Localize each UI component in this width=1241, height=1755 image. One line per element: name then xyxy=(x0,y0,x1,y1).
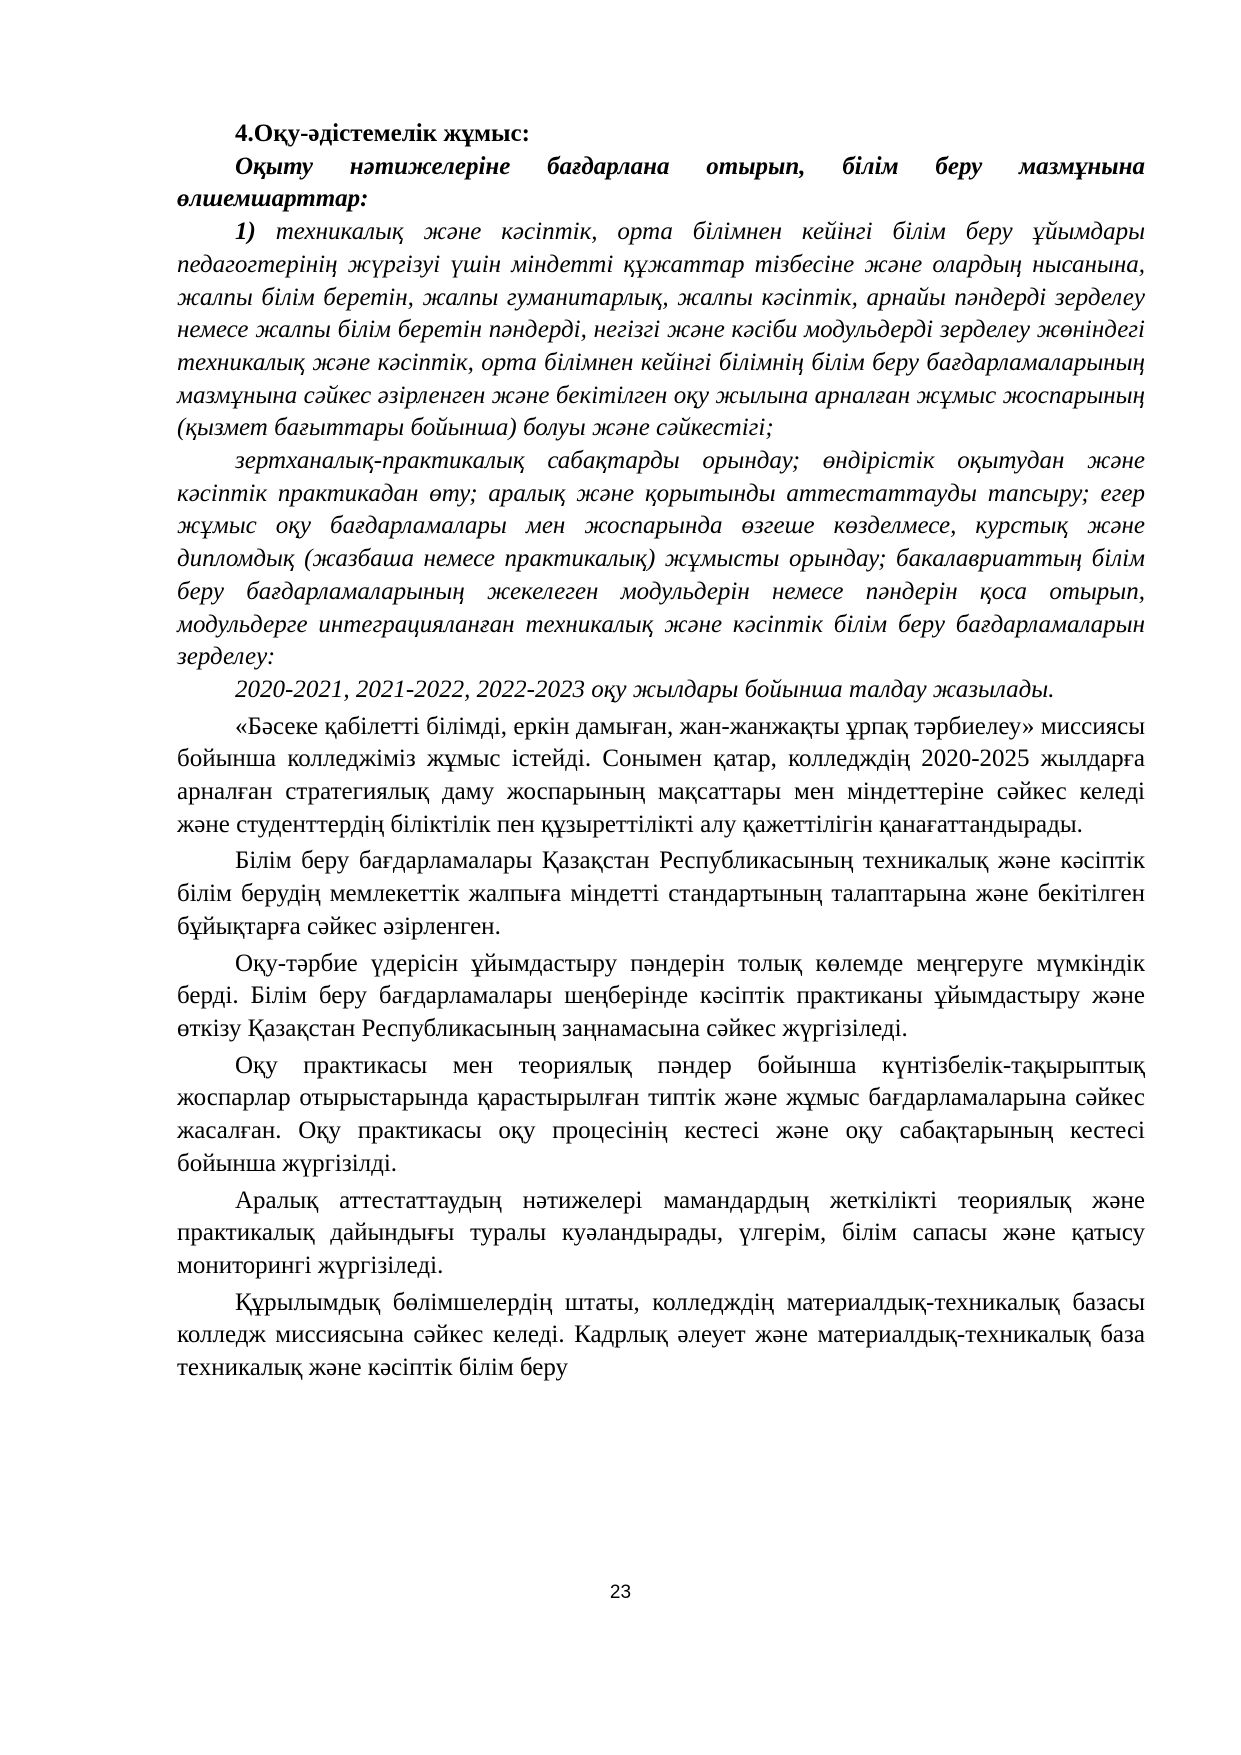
body-paragraph: Білім беру бағдарламалары Қазақстан Республикасының техникалық және кәсіптік білім берудің мемлекеттік жалпыға міндетті стандартының талаптарына және бекітілген бұйықтарға сәйкес әзірленген. xyxy=(177,847,1145,940)
body-paragraph: Оқу практикасы мен теориялық пәндер бойынша күнтізбелік-тақырыптық жоспарлар отырыстарында қарастырылған типтік және жұмыс бағдарламаларына сәйкес жасалған. Оқу практикасы оқу процесінің кестесі және оқу сабақтарының кестесі бойынша жүргізілді. xyxy=(177,1051,1145,1177)
document-page xyxy=(177,118,1145,1385)
body-paragraph: «Бәсеке қабілетті білімді, еркін дамыған, жан-жанжақты ұрпақ тәрбиелеу» миссиясы бойынша колледжіміз жұмыс істейді. Сонымен қатар, колледждің 2020-2025 жылдарға арналған стратегиялық даму жоспарының мақсаттары мен міндеттеріне сәйкес келеді және студенттердің біліктілік пен құзыреттілікті алу қажеттілігін қанағаттандырады. xyxy=(177,712,1145,838)
criteria-heading: Оқыту нәтижелеріне бағдарлана отырып, білім беру мазмұнына өлшемшарттар: xyxy=(177,152,1145,213)
page-number: 23 xyxy=(609,1582,632,1603)
criterion-item-1 xyxy=(177,216,1145,445)
criterion-item-1-number: 1) xyxy=(235,218,256,246)
criterion-item-2: зертханалық-практикалық сабақтарды орындау; өндірістік оқытудан және кәсіптік практикадан өту; аралық және қорытынды аттестаттауды тапсыру; егер жұмыс оқу бағдарламалары мен жоспарында өзгеше көзделмесе, курстық және дипломдық (жазбаша немесе практикалық) жұмысты орындау; бакалавриаттың білім беру бағдарламаларының жекелеген модульдерін немесе пәндерін қоса отырып, модульдерге интеграцияланған техникалық және кәсіптік білім беру бағдарламаларын зерделеу: xyxy=(177,447,1145,671)
section-heading: 4.Оқу-әдістемелік жұмыс: xyxy=(235,120,530,147)
criterion-item-1-text: техникалық және кәсіптік, орта білімнен кейінгі білім беру ұйымдары педагогтерінің жүргізуі үшін міндетті құжаттар тізбесіне және олардың нысанына, жалпы білім беретін, жалпы гуманитарлық, жалпы кәсіптік, арнайы пәндерді зерделеу немесе жалпы білім беретін пәндерді, негізгі және кәсіби модульдерді зерделеу жөніндегі техникалық және кәсіптік, орта білімнен кейінгі білімнің білім беру бағдарламаларының мазмұнына сәйкес әзірленген және бекітілген оқу жылына арналған жұмыс жоспарының (қызмет бағыттары бойынша) болуы және сәйкестігі; xyxy=(177,218,1145,442)
body-paragraph: Құрылымдық бөлімшелердің штаты, колледждің материалдық-техникалық базасы колледж миссиясына сәйкес келеді. Кадрлық әлеует және материалдық-техникалық база техникалық және кәсіптік білім беру xyxy=(177,1288,1145,1382)
body-paragraph: Аралық аттестаттаудың нәтижелері мамандардың жеткілікті теориялық және практикалық дайындығы туралы куәландырады, үлгерім, білім сапасы және қатысу мониторингі жүргізіледі. xyxy=(177,1186,1145,1279)
body-paragraph: Оқу-тәрбие үдерісін ұйымдастыру пәндерін толық көлемде меңгеруге мүмкіндік берді. Білім беру бағдарламалары шеңберінде кәсіптік практиканы ұйымдастыру және өткізу Қазақстан Республикасының заңнамасына сәйкес жүргізіледі. xyxy=(177,949,1145,1042)
criterion-item-3: 2020-2021, 2021-2022, 2022-2023 оқу жылдары бойынша талдау жазылады. xyxy=(235,675,1055,703)
